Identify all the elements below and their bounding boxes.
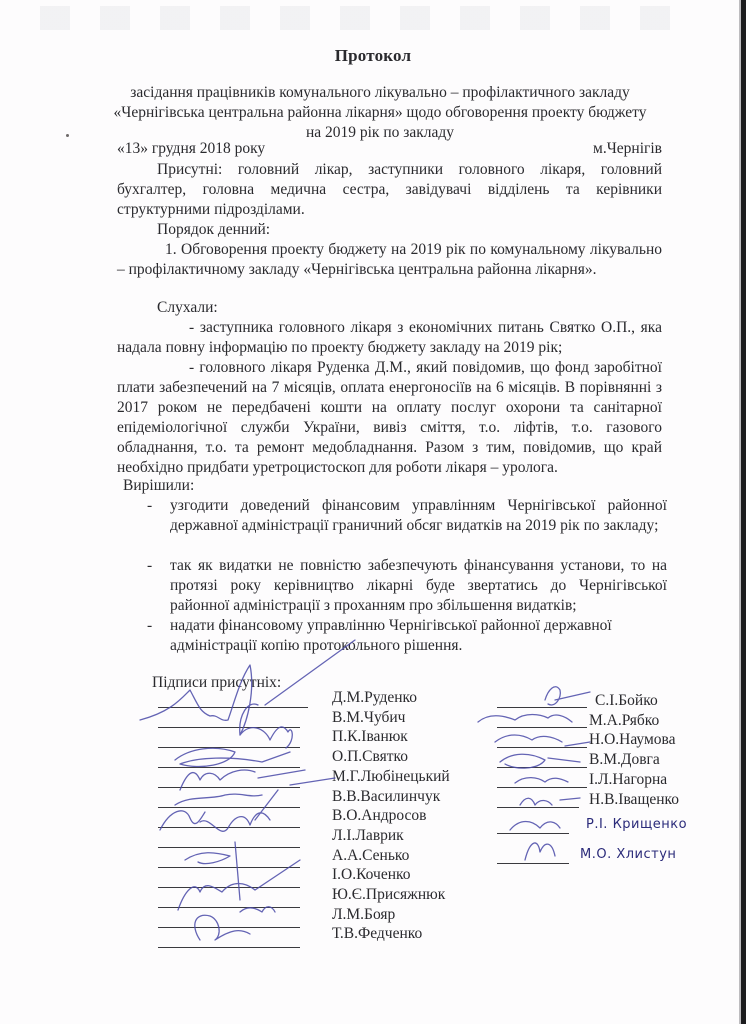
signatures-heading: Підписи присутніх: [152,674,282,691]
dash-marker: - [147,497,153,514]
meeting-date: «13» грудня 2018 року [117,140,266,157]
signature-line [497,807,579,808]
document-title: Протокол [334,46,412,65]
decision-item [147,556,667,616]
decided-heading: Вирішили: [123,477,195,494]
signatory-name: В.М.Чубич [332,708,406,726]
decision-item [147,496,667,536]
signature-line [497,767,587,768]
dash-marker: - [147,557,153,574]
signatory-name: Т.В.Федченко [332,925,423,943]
signature-scribble [545,687,590,705]
signatory-name: Л.М.Бояр [332,905,396,923]
agenda-heading: Порядок денний: [157,221,271,238]
decision-item [147,616,667,656]
signature-line [158,707,308,708]
scan-speck [66,134,69,137]
signature-line [497,863,569,864]
signature-line [158,947,300,948]
scan-edge [741,0,746,1024]
signature-line [158,847,300,848]
signature-line [158,887,300,888]
signature-scribble [500,754,580,768]
signatories-left [332,688,450,944]
signature-scribble [515,778,568,783]
signature-scribble [525,843,555,860]
agenda-item: 1. Обговорення проекту бюджету на 2019 рік по комунальному лікувально – профілактичному закладу «Чернігівська центральна районна лікарня». [117,241,662,278]
signature-scribble [200,790,278,831]
signature-line [158,867,300,868]
heard-item-1: - заступника головного лікаря з економічних питань Святко О.П., яка надала повну інформацію по проекту бюджету закладу на 2019 рік; [117,319,662,356]
signature-line [158,827,300,828]
signatory-name: Н.О.Наумова [589,731,676,749]
meeting-city: м.Чернігів [593,140,662,157]
signatory-name: Л.І.Лаврик [332,826,404,844]
signatory-name: В.М.Довга [589,751,660,769]
signatory-name: І.О.Коченко [332,866,411,884]
signatory-name: Н.В.Іващенко [589,790,680,808]
heard-heading: Слухали: [157,299,218,316]
signatory-name: І.Л.Нагорна [589,770,668,788]
signature-line [158,907,300,908]
heard-item-2: - головного лікаря Руденка Д.М., який повідомив, що фонд заробітної плати забезпечений на 7 місяців, оплата енергоносіїв на 6 місяців. В порівнянні з 2017 роком не передбачені кошти на оплату послуг охорони та санітарної епідеміологічної служби України, вивіз сміття, т.о. ліфтів, т.о. газового обладнання, т.о. та ремонт медобладнання. Разом з тим, повідомив, що край необхідно придбати уретроцистоскоп для роботи лікаря – уролога. [117,359,662,476]
signature-line [158,807,300,808]
present-paragraph: Присутні: головний лікар, заступники головного лікаря, головний бухгалтер, головна медична сестра, завідувачі відділень та керівники структурними підрозділами. [117,161,662,218]
signature-scribble [175,748,290,766]
signatory-name: В.В.Василинчук [332,787,441,805]
signatory-name: М.Г.Любінецький [332,767,450,785]
signatory-name: А.А.Сенько [332,846,410,864]
signature-line [497,787,587,788]
signature-scribble [510,822,560,831]
decision-text: узгодити доведений фінансовим управлінням Чернігівської районної державної адміністрації граничний обсяг видатків на 2019 рік по закладу; [170,497,667,534]
signature-scribble [520,798,580,805]
handwritten-name: М.О. Хлистун [580,846,677,862]
signature-line [158,727,300,728]
signature-line [497,833,569,834]
signature-scribble [478,715,572,723]
signature-line [158,927,300,928]
signature-line [158,747,300,748]
signature-line [158,787,300,788]
signature-line [497,747,587,748]
signatory-name: С.І.Бойко [595,692,658,709]
signature-scribble [240,727,292,748]
date-place-row [117,139,662,159]
signatory-name: В.О.Андросов [332,807,427,825]
signatory-name: Д.М.Руденко [332,689,418,706]
signature-scribble [495,735,590,746]
signatory-name: М.А.Рябко [589,711,660,729]
decision-text: надати фінансовому управлінню Чернігівської районної державної адміністрації копію протокольного рішення. [170,617,612,654]
document-subtitle: засідання працівників комунального лікувально – профілактичного закладу «Чернігівська центральна районна лікарня» щодо обговорення проекту бюджету на 2019 рік по закладу [113,84,647,141]
dash-marker: - [147,617,153,634]
scan-artifact [40,6,700,30]
signatory-name: П.К.Іванюк [332,728,408,746]
decision-text: так як видатки не повністю забезпечують фінансування установи, то на протязі року керівництво лікарні буде звертатись до Чернігівської районної адміністрації з проханням про збільшення видатків; [170,557,667,614]
signature-line [497,707,587,708]
signatories-right [580,691,688,865]
signature-line [497,727,587,728]
signatory-name: О.П.Святко [332,748,408,766]
signature-scribble [175,778,335,805]
signature-line [158,767,300,768]
signature-scribble [185,842,240,900]
handwritten-name: Р.І. Крищенко [586,817,688,833]
signatory-name: Ю.Є.Присяжнюк [332,886,446,904]
